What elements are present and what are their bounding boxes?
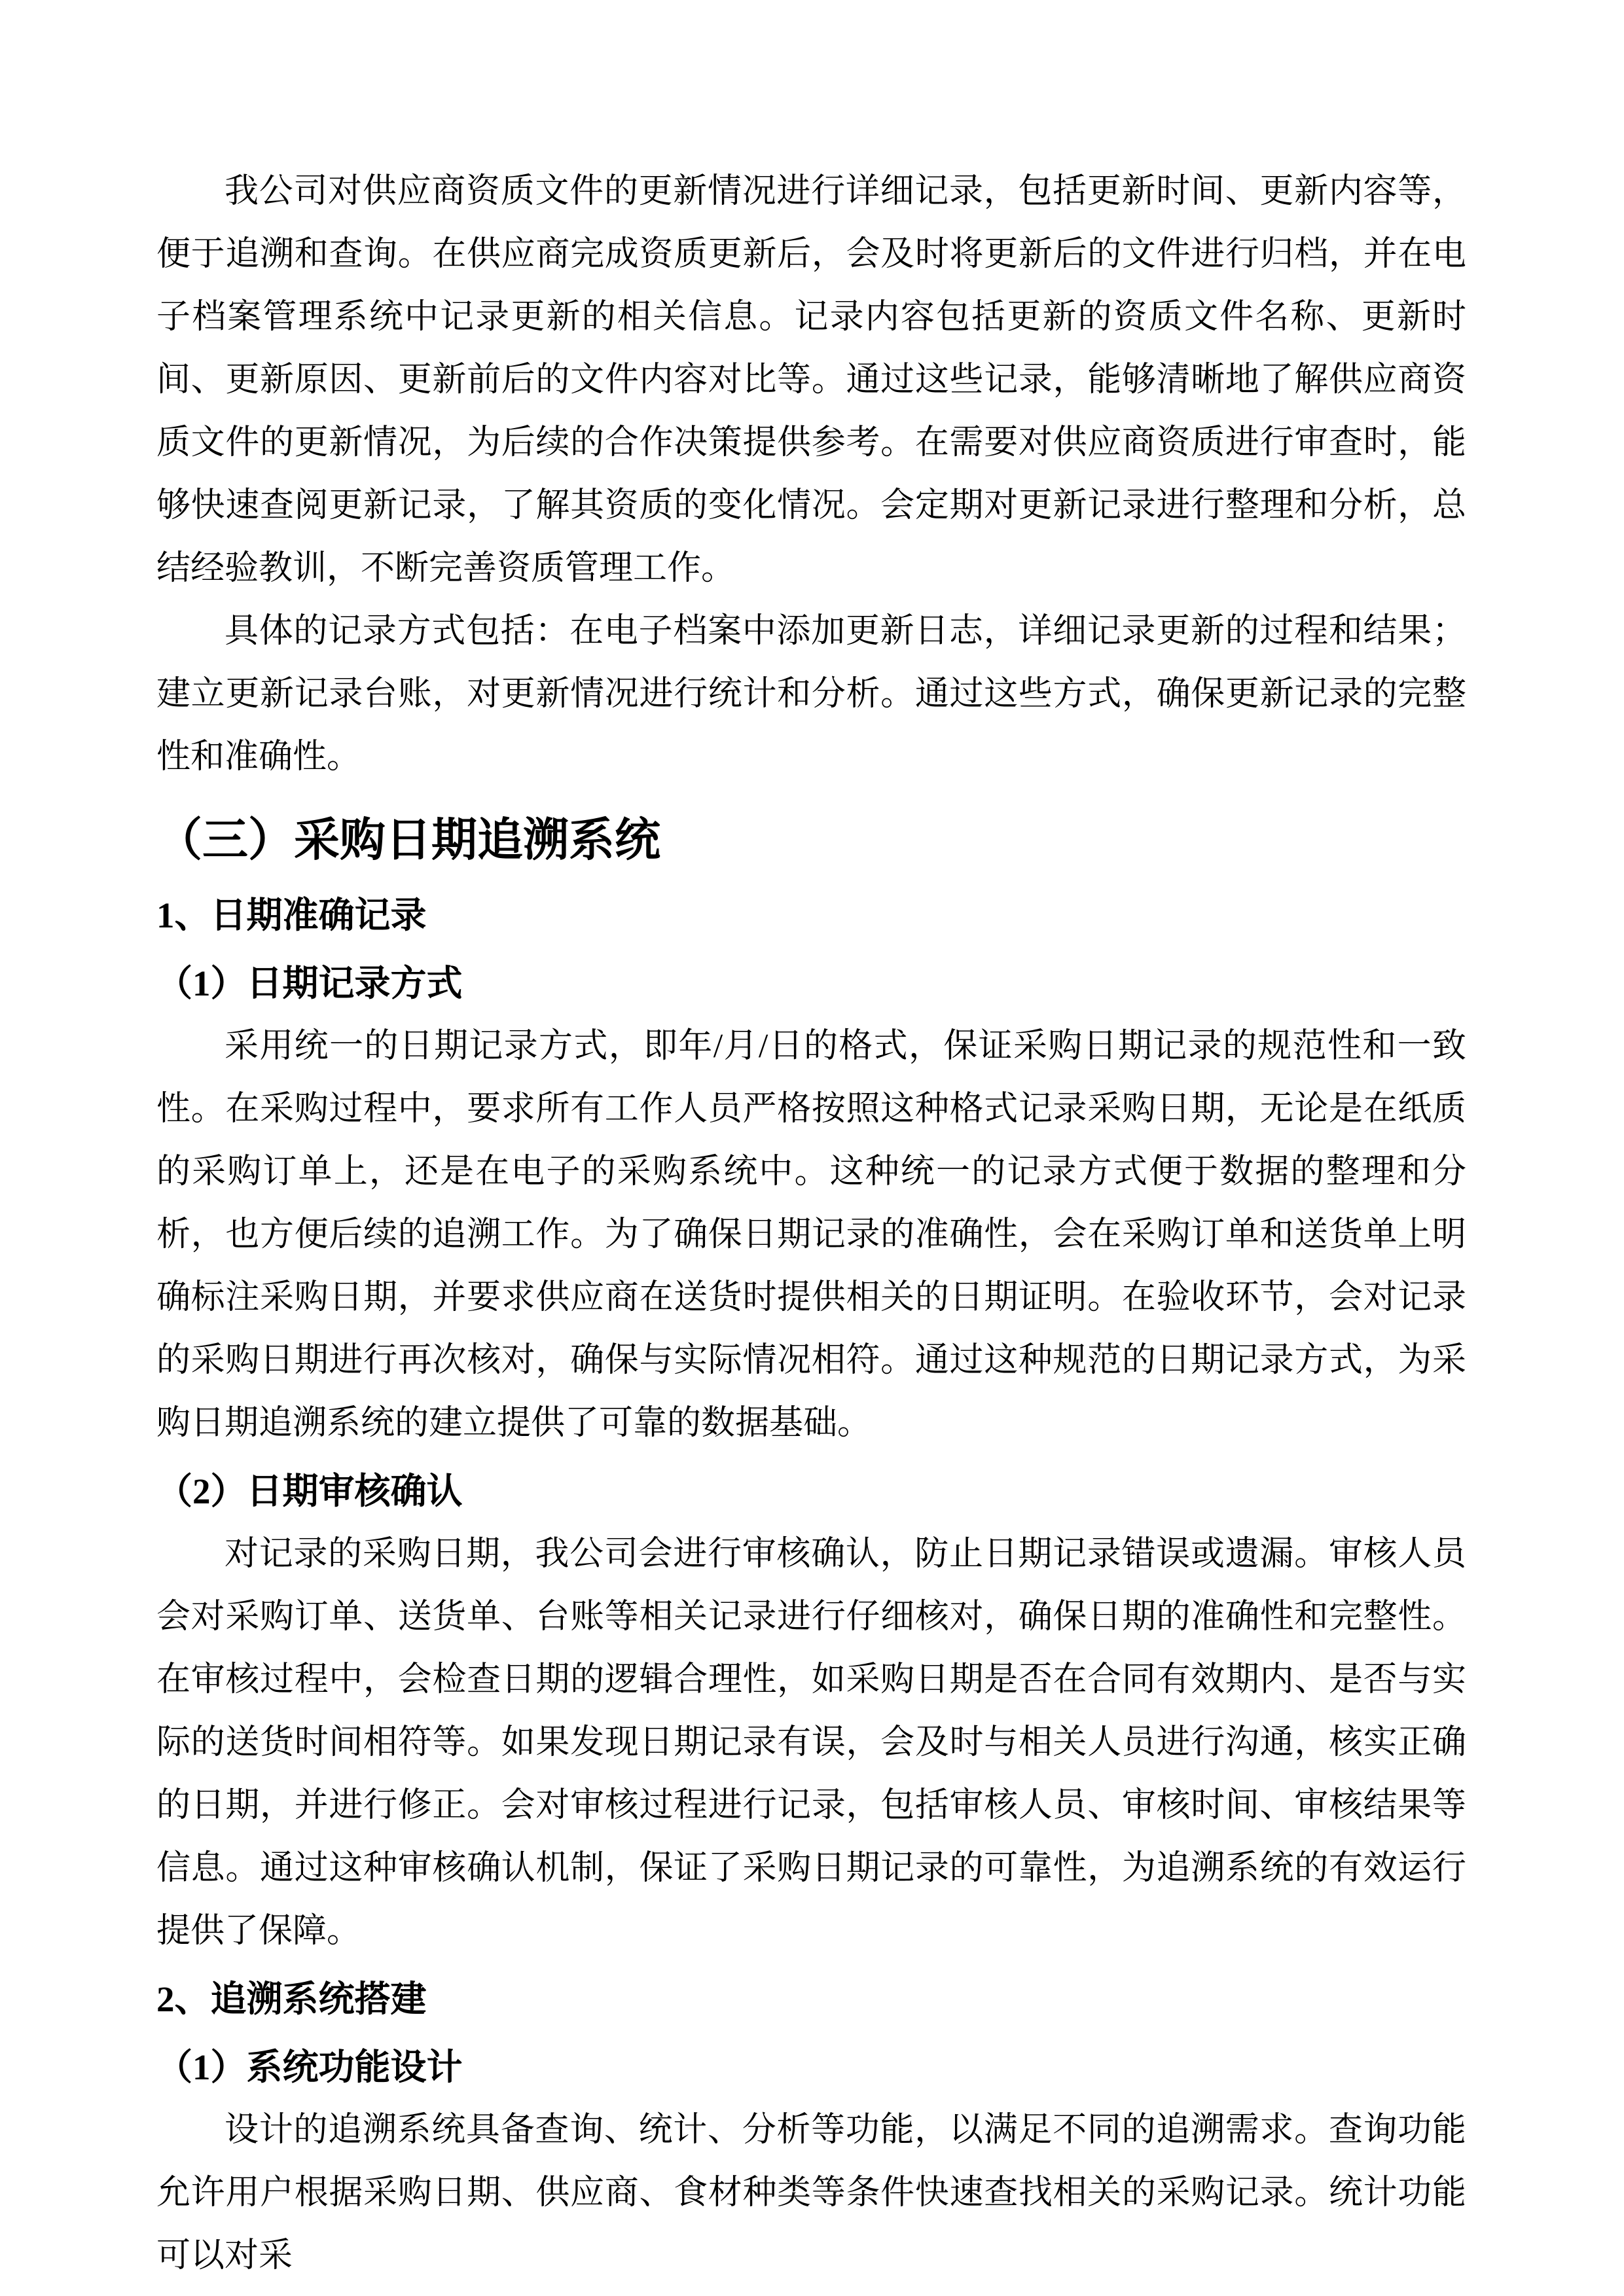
subsub-heading: （1）日期记录方式 [156, 963, 463, 1003]
section-heading: （三）采购日期追溯系统 [156, 816, 660, 866]
body-paragraph: 对记录的采购日期，我公司会进行审核确认，防止日期记录错误或遗漏。审核人员会对采购订单、送货单、台账等相关记录进行仔细核对，确保日期的准确性和完整性。在审核过程中，会检查日期的逻辑合理性，如采购日期是否在合同有效期内、是否与实际的送货时间相符等。如果发现日期记录有误，会及时与相关人员进行沟通，核实正确的日期，并进行修正。会对审核过程进行记录，包括审核人员、审核时间、审核结果等信息。通过这种审核确认机制，保证了采购日期记录的可靠性，为追溯系统的有效运行提供了保障。 [156, 1535, 1466, 1950]
body-paragraph: 采用统一的日期记录方式，即年/月/日的格式，保证采购日期记录的规范性和一致性。在采购过程中，要求所有工作人员严格按照这种格式记录采购日期，无论是在纸质的采购订单上，还是在电子的采购系统中。这种统一的记录方式便于数据的整理和分析，也方便后续的追溯工作。为了确保日期记录的准确性，会在采购订单和送货单上明确标注采购日期，并要求供应商在送货时提供相关的日期证明。在验收环节，会对记录的采购日期进行再次核对，确保与实际情况相符。通过这种规范的日期记录方式，为采购日期追溯系统的建立提供了可靠的数据基础。 [156, 1028, 1466, 1442]
subsub-heading: （2）日期审核确认 [156, 1471, 463, 1511]
subsub-heading: （1）系统功能设计 [156, 2047, 463, 2087]
body-paragraph: 具体的记录方式包括：在电子档案中添加更新日志，详细记录更新的过程和结果；建立更新记录台账，对更新情况进行统计和分析。通过这些方式，确保更新记录的完整性和准确性。 [156, 613, 1466, 776]
sub-heading: 1、日期准确记录 [156, 895, 427, 935]
sub-heading: 2、追溯系统搭建 [156, 1979, 427, 2019]
document-content [156, 160, 1466, 2287]
body-paragraph: 我公司对供应商资质文件的更新情况进行详细记录，包括更新时间、更新内容等，便于追溯和查询。在供应商完成资质更新后，会及时将更新后的文件进行归档，并在电子档案管理系统中记录更新的相关信息。记录内容包括更新的资质文件名称、更新时间、更新原因、更新前后的文件内容对比等。通过这些记录，能够清晰地了解供应商资质文件的更新情况，为后续的合作决策提供参考。在需要对供应商资质进行审查时，能够快速查阅更新记录，了解其资质的变化情况。会定期对更新记录进行整理和分析，总结经验教训，不断完善资质管理工作。 [156, 173, 1466, 587]
body-paragraph: 设计的追溯系统具备查询、统计、分析等功能，以满足不同的追溯需求。查询功能允许用户根据采购日期、供应商、食材种类等条件快速查找相关的采购记录。统计功能可以对采 [156, 2111, 1466, 2274]
